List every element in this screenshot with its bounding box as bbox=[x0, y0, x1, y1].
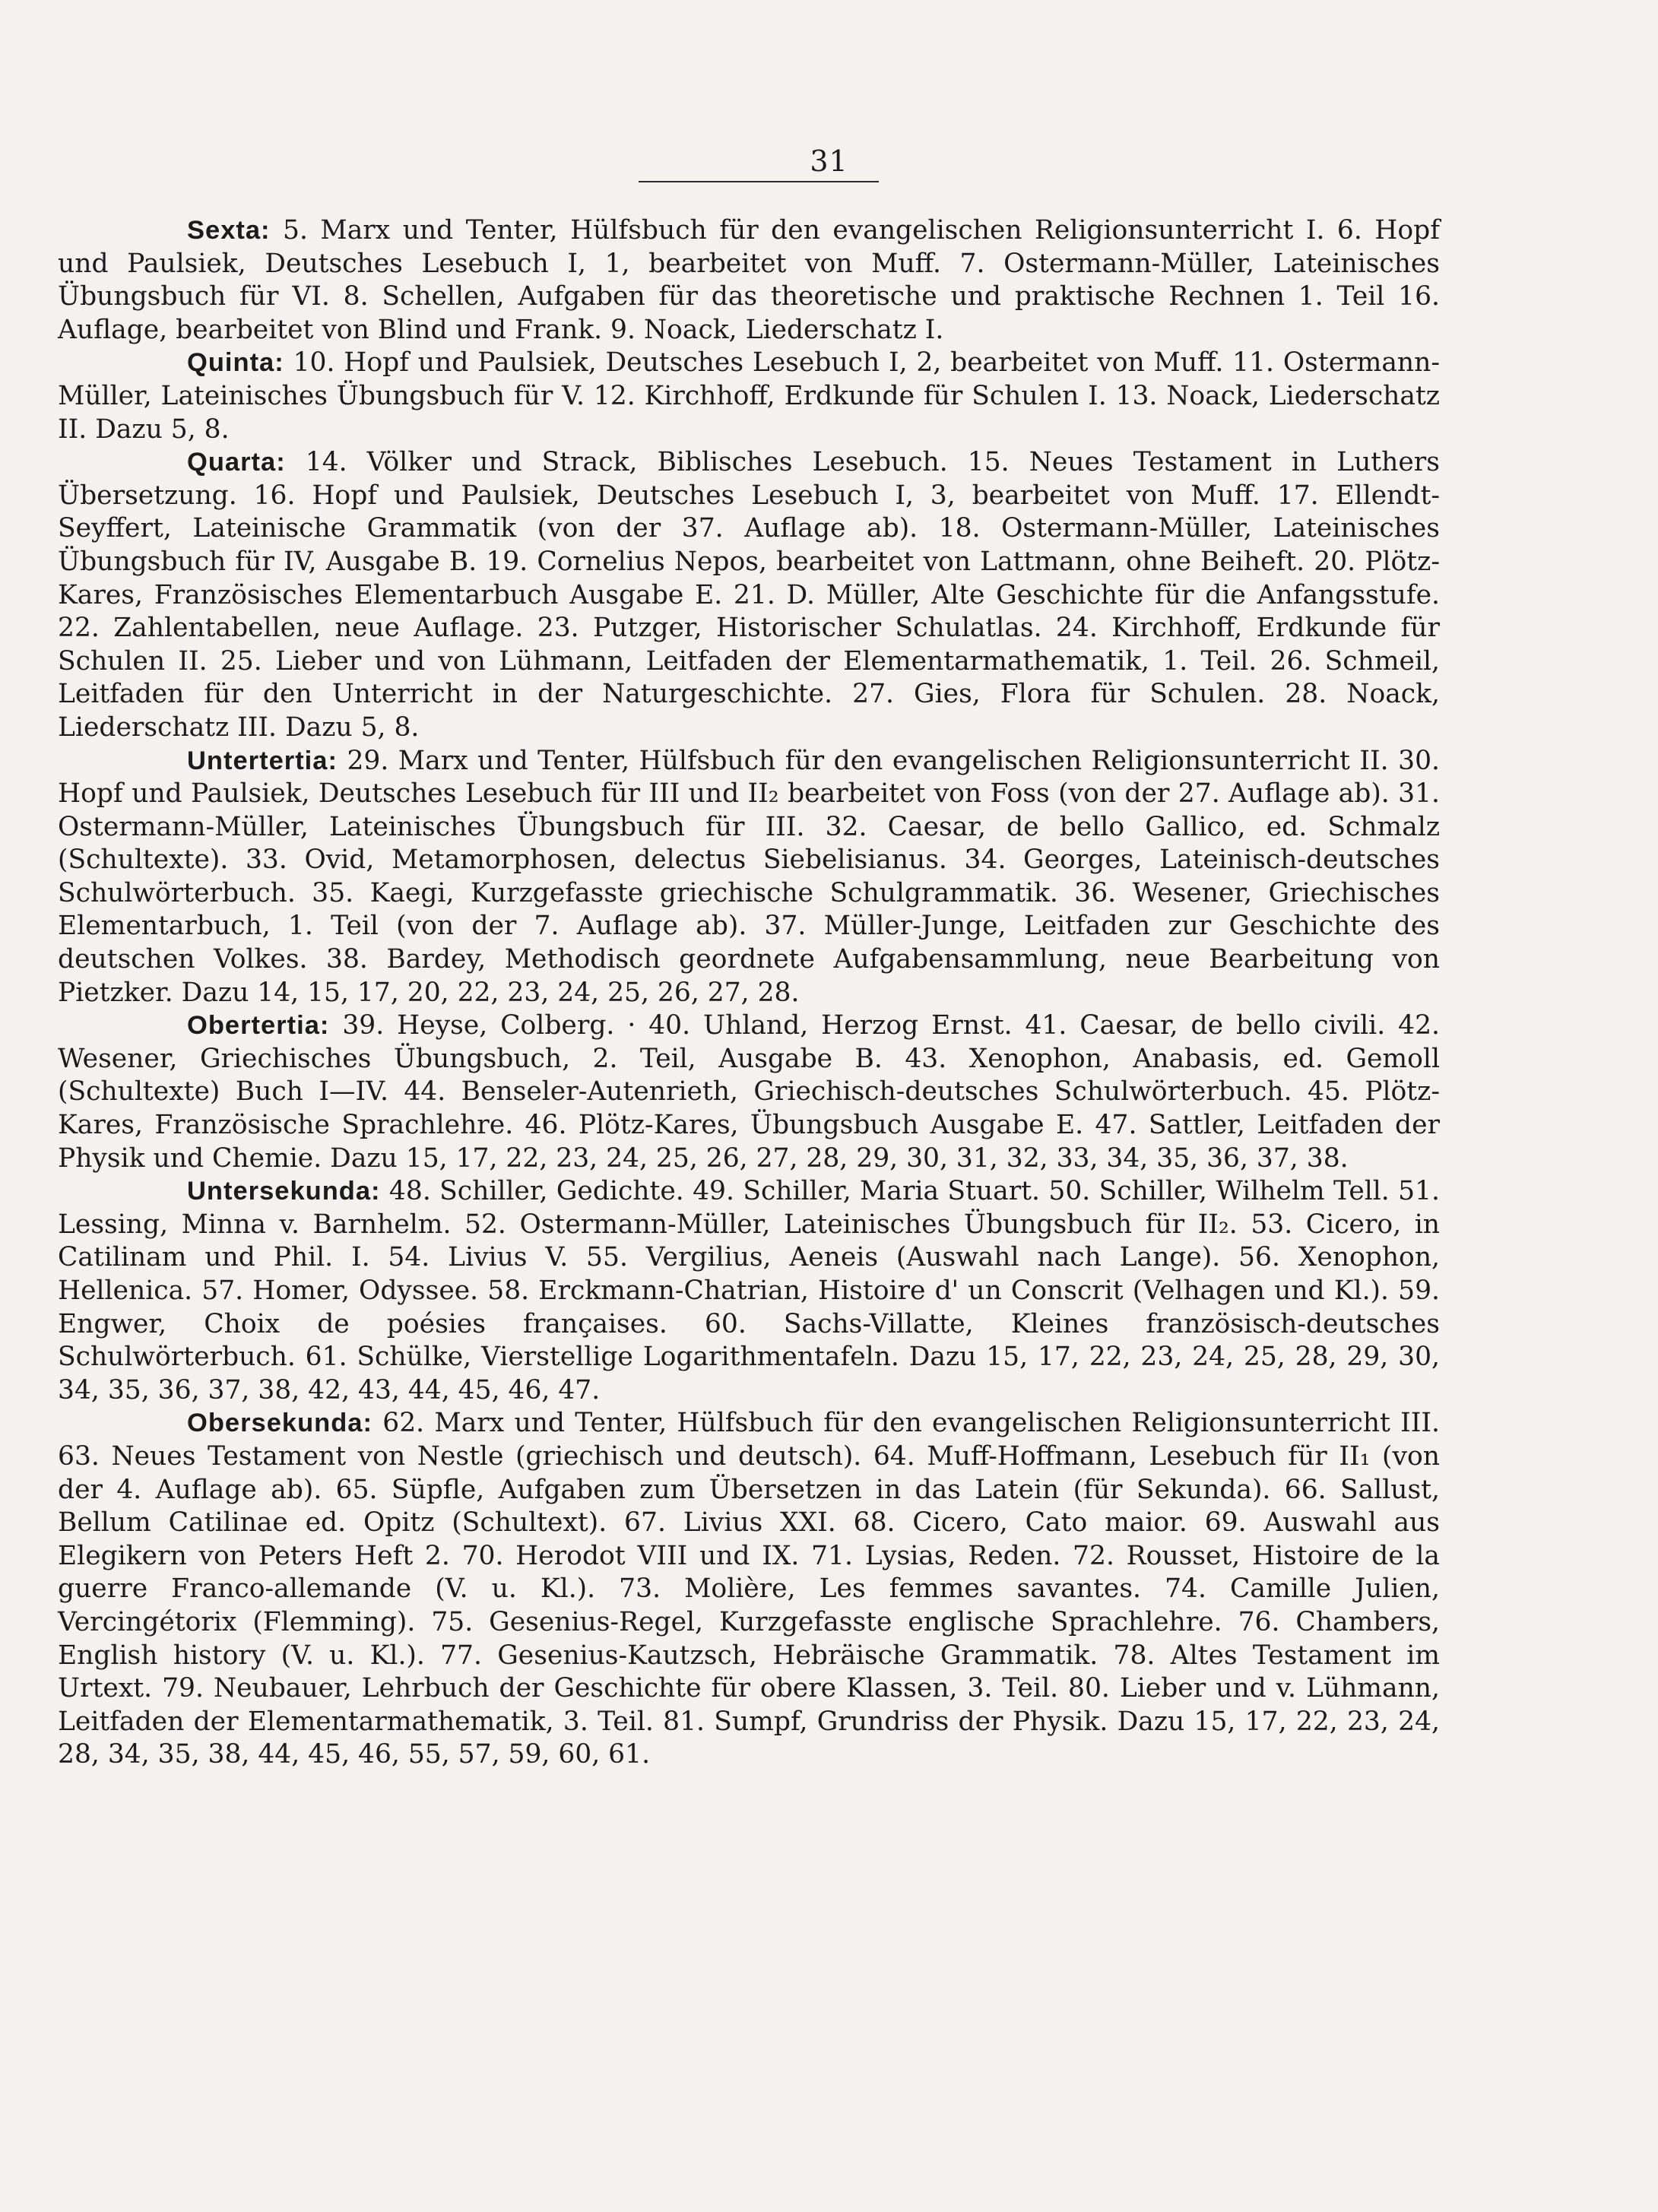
class-label-quarta: Quarta: bbox=[187, 448, 286, 477]
section-untertertia bbox=[58, 745, 1440, 1010]
class-label-sexta: Sexta: bbox=[187, 216, 271, 245]
section-obersekunda bbox=[58, 1407, 1440, 1772]
section-text-obersekunda: 62. Marx und Tenter, Hülfsbuch für den evangelischen Religionsunterricht III. 63. Neues Testament von Nestle (griechisch und deutsch). 64. Muff-Hoffmann, Lesebuch für II₁ (von der 4. Auflage ab). 65. Süpfle, Aufgaben zum Übersetzen in das Latein (für Sekunda). 66. Sallust, Bellum Catilinae ed. Opitz (Schultext). 67. Livius XXI. 68. Cicero, Cato maior. 69. Auswahl aus Elegikern von Peters Heft 2. 70. Herodot VIII und IX. 71. Lysias, Reden. 72. Rousset, Histoire de la guerre Franco-allemande (V. u. Kl.). 73. Molière, Les femmes savantes. 74. Camille Julien, Vercingétorix (Flemming). 75. Gesenius-Regel, Kurzgefasste englische Sprachlehre. 76. Chambers, English history (V. u. Kl.). 77. Gesenius-Kautzsch, Hebräische Grammatik. 78. Altes Testament im Urtext. 79. Neubauer, Lehrbuch der Geschichte für obere Klassen, 3. Teil. 80. Lieber und v. Lühmann, Leitfaden der Elementarmathematik, 3. Teil. 81. Sumpf, Grundriss der Physik. Dazu 15, 17, 22, 23, 24, 28, 34, 35, 38, 44, 45, 46, 55, 57, 59, 60, 61. bbox=[58, 1408, 1440, 1770]
section-text-untersekunda: 48. Schiller, Gedichte. 49. Schiller, Maria Stuart. 50. Schiller, Wilhelm Tell. 51. Lessing, Minna v. Barnhelm. 52. Ostermann-Müller, Lateinisches Übungsbuch für II₂. 53. Cicero, in Catilinam und Phil. I. 54. Livius V. 55. Vergilius, Aeneis (Auswahl nach Lange). 56. Xenophon, Hellenica. 57. Homer, Odyssee. 58. Erckmann-Chatrian, Histoire d' un Conscrit (Velhagen und Kl.). 59. Engwer, Choix de poésies françaises. 60. Sachs-Villatte, Kleines französisch-deutsches Schulwörterbuch. 61. Schülke, Vierstellige Logarithmentafeln. Dazu 15, 17, 22, 23, 24, 25, 28, 29, 30, 34, 35, 36, 37, 38, 42, 43, 44, 45, 46, 47. bbox=[58, 1176, 1440, 1405]
page-number: 31 bbox=[810, 144, 848, 178]
section-text-quinta: 10. Hopf und Paulsiek, Deutsches Lesebuch I, 2, bearbeitet von Muff. 11. Ostermann-Müller, Lateinisches Übungsbuch für V. 12. Kirchhoff, Erdkunde für Schulen I. 13. Noack, Liederschatz II. Dazu 5, 8. bbox=[58, 347, 1440, 445]
header-rule bbox=[639, 181, 879, 182]
section-quarta bbox=[58, 446, 1440, 744]
class-label-quinta: Quinta: bbox=[187, 348, 284, 378]
section-untersekunda bbox=[58, 1175, 1440, 1407]
class-label-untersekunda: Untersekunda: bbox=[187, 1177, 381, 1206]
class-label-obersekunda: Obersekunda: bbox=[187, 1409, 372, 1438]
section-text-quarta: 14. Völker und Strack, Biblisches Lesebuch. 15. Neues Testament in Luthers Übersetzung. 16. Hopf und Paulsiek, Deutsches Lesebuch I, 3, bearbeitet von Muff. 17. Ellendt-Seyffert, Lateinische Grammatik (von der 37. Auflage ab). 18. Ostermann-Müller, Lateinisches Übungsbuch für IV, Ausgabe B. 19. Cornelius Nepos, bearbeitet von Lattmann, ohne Beiheft. 20. Plötz-Kares, Französisches Elementarbuch Ausgabe E. 21. D. Müller, Alte Geschichte für die Anfangsstufe. 22. Zahlentabellen, neue Auflage. 23. Putzger, Historischer Schulatlas. 24. Kirchhoff, Erdkunde für Schulen II. 25. Lieber und von Lühmann, Leitfaden der Elementarmathematik, 1. Teil. 26. Schmeil, Leitfaden für den Unterricht in der Naturgeschichte. 27. Gies, Flora für Schulen. 28. Noack, Liederschatz III. Dazu 5, 8. bbox=[58, 447, 1440, 743]
section-text-obertertia: 39. Heyse, Colberg. · 40. Uhland, Herzog Ernst. 41. Caesar, de bello civili. 42. Wesener, Griechisches Übungsbuch, 2. Teil, Ausgabe B. 43. Xenophon, Anabasis, ed. Gemoll (Schultexte) Buch I—IV. 44. Benseler-Autenrieth, Griechisch-deutsches Schulwörterbuch. 45. Plötz-Kares, Französische Sprachlehre. 46. Plötz-Kares, Übungsbuch Ausgabe E. 47. Sattler, Leitfaden der Physik und Chemie. Dazu 15, 17, 22, 23, 24, 25, 26, 27, 28, 29, 30, 31, 32, 33, 34, 35, 36, 37, 38. bbox=[58, 1010, 1440, 1174]
class-label-obertertia: Obertertia: bbox=[187, 1011, 330, 1041]
book-list bbox=[58, 214, 1440, 1772]
class-label-untertertia: Untertertia: bbox=[187, 746, 338, 775]
section-sexta bbox=[58, 214, 1440, 347]
section-obertertia bbox=[58, 1009, 1440, 1175]
section-quinta bbox=[58, 347, 1440, 446]
section-text-untertertia: 29. Marx und Tenter, Hülfsbuch für den evangelischen Religionsunterricht II. 30. Hopf und Paulsiek, Deutsches Lesebuch für III und II₂ bearbeitet von Foss (von der 27. Auflage ab). 31. Ostermann-Müller, Lateinisches Übungsbuch für III. 32. Caesar, de bello Gallico, ed. Schmalz (Schultexte). 33. Ovid, Metamorphosen, delectus Siebelisianus. 34. Georges, Lateinisch-deutsches Schulwörterbuch. 35. Kaegi, Kurzgefasste griechische Schulgrammatik. 36. Wesener, Griechisches Elementarbuch, 1. Teil (von der 7. Auflage ab). 37. Müller-Junge, Leitfaden zur Geschichte des deutschen Volkes. 38. Bardey, Methodisch geordnete Aufgabensammlung, neue Bearbeitung von Pietzker. Dazu 14, 15, 17, 20, 22, 23, 24, 25, 26, 27, 28. bbox=[58, 745, 1440, 1008]
section-text-sexta: 5. Marx und Tenter, Hülfsbuch für den evangelischen Religionsunterricht I. 6. Hopf und Paulsiek, Deutsches Lesebuch I, 1, bearbeitet von Muff. 7. Ostermann-Müller, Lateinisches Übungsbuch für VI. 8. Schellen, Aufgaben für das theoretische und praktische Rechnen 1. Teil 16. Auflage, bearbeitet von Blind und Frank. 9. Noack, Liederschatz I. bbox=[58, 215, 1440, 345]
